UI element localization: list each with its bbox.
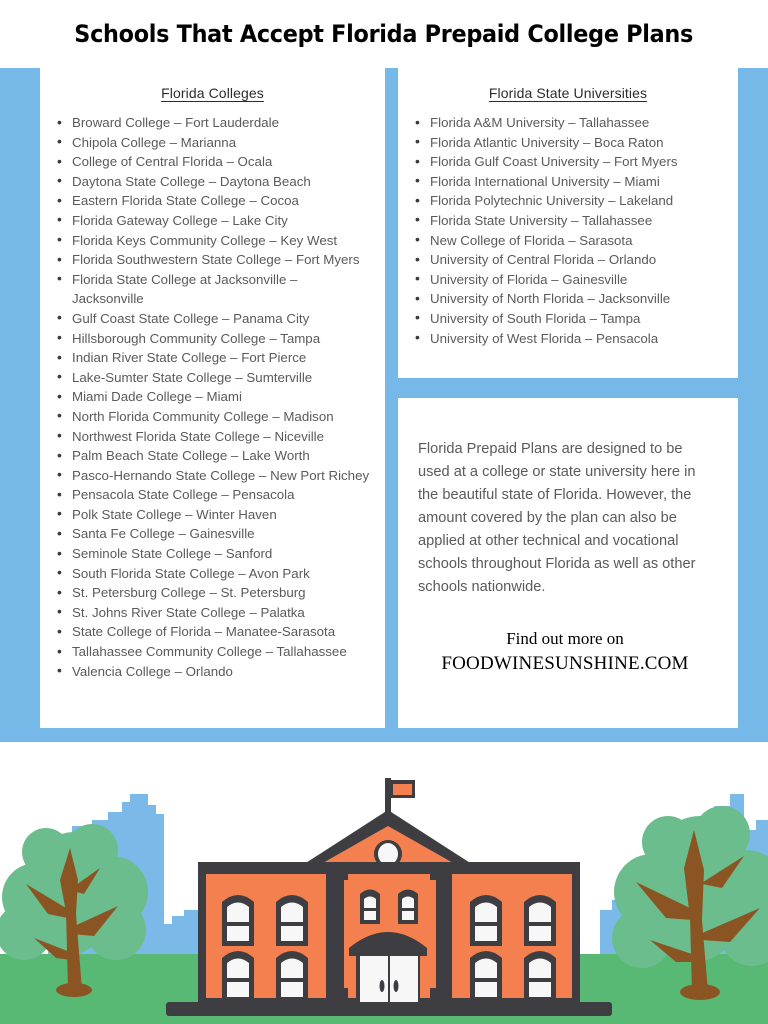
list-item: • University of West Florida – Pensacola	[412, 329, 724, 349]
list-item: • Valencia College – Orlando	[54, 662, 371, 682]
window	[276, 951, 308, 1002]
list-item: • Florida International University – Miami	[412, 172, 724, 192]
window	[470, 951, 502, 1002]
info-paragraph: Florida Prepaid Plans are designed to be used at a college or state university here in the beautiful state of Florida. However, the amount covered by the plan can also be applied at other technical and vocational schools throughout Florida as well as other schools nationwide.	[418, 441, 696, 595]
school-illustration	[0, 742, 768, 1024]
florida-colleges-card	[40, 68, 385, 728]
list-item: • Florida A&M University – Tallahassee	[412, 113, 724, 133]
window	[360, 890, 380, 925]
list-item: • Seminole State College – Sanford	[54, 544, 371, 564]
window	[524, 895, 556, 946]
list-item: • Indian River State College – Fort Pierce	[54, 348, 371, 368]
list-item: • Pasco-Hernando State College – New Port Richey	[54, 466, 371, 486]
florida-colleges-list	[54, 113, 371, 681]
florida-colleges-heading: Florida Colleges	[161, 85, 264, 101]
list-item: • Northwest Florida State College – Niceville	[54, 427, 371, 447]
window	[398, 890, 418, 925]
illustration-svg	[0, 742, 768, 1024]
window	[470, 895, 502, 946]
title-bar	[0, 0, 768, 68]
florida-state-universities-heading: Florida State Universities	[488, 85, 648, 101]
list-item: • Florida Gateway College – Lake City	[54, 211, 371, 231]
list-item: • Daytona State College – Daytona Beach	[54, 172, 371, 192]
cta-website[interactable]: FOODWINESUNSHINE.COM	[441, 653, 689, 674]
window	[524, 951, 556, 1002]
window	[276, 895, 308, 946]
list-item: • St. Petersburg College – St. Petersburg	[54, 583, 371, 603]
list-item: • Polk State College – Winter Haven	[54, 505, 371, 525]
window	[222, 951, 254, 1002]
window	[222, 895, 254, 946]
list-item: • Miami Dade College – Miami	[54, 387, 371, 407]
list-item: • Gulf Coast State College – Panama City	[54, 309, 371, 329]
door-handle-left	[380, 980, 385, 992]
list-item: • St. Johns River State College – Palatka	[54, 603, 371, 623]
list-item: • Tallahassee Community College – Tallahassee	[54, 642, 371, 662]
list-item: • Palm Beach State College – Lake Worth	[54, 446, 371, 466]
column-left	[332, 872, 344, 996]
column-left-capital	[326, 872, 348, 880]
list-item: • Eastern Florida State College – Cocoa	[54, 191, 371, 211]
column-left-base	[326, 988, 348, 998]
list-item: • Florida Southwestern State College – Fort Myers	[54, 250, 371, 270]
list-item: • Pensacola State College – Pensacola	[54, 485, 371, 505]
list-item: • Broward College – Fort Lauderdale	[54, 113, 371, 133]
pediment-window-glass	[378, 843, 398, 865]
list-item: • Florida Atlantic University – Boca Raton	[412, 133, 724, 153]
list-item: • Florida State College at Jacksonville – Jacksonville	[54, 270, 371, 309]
list-item: • University of Central Florida – Orlando	[412, 250, 724, 270]
list-item: • North Florida Community College – Madison	[54, 407, 371, 427]
list-item: • Florida Polytechnic University – Lakeland	[412, 191, 724, 211]
call-to-action	[418, 627, 712, 677]
column-right-capital	[430, 872, 452, 880]
cta-prompt: Find out more on	[506, 629, 624, 648]
list-item: • Florida Gulf Coast University – Fort Myers	[412, 152, 724, 172]
list-item: • Chipola College – Marianna	[54, 133, 371, 153]
list-item: • University of North Florida – Jacksonville	[412, 289, 724, 309]
list-item: • Santa Fe College – Gainesville	[54, 524, 371, 544]
info-card	[398, 398, 738, 728]
list-item: • Lake-Sumter State College – Sumterville	[54, 368, 371, 388]
column-right-base	[430, 988, 452, 998]
list-item: • Hillsborough Community College – Tampa	[54, 329, 371, 349]
list-item: • South Florida State College – Avon Park	[54, 564, 371, 584]
florida-state-universities-list	[412, 113, 724, 348]
list-item: • State College of Florida – Manatee-Sarasota	[54, 622, 371, 642]
list-item: • University of South Florida – Tampa	[412, 309, 724, 329]
building-base	[166, 1002, 612, 1016]
list-item: • Florida Keys Community College – Key West	[54, 231, 371, 251]
list-item: • New College of Florida – Sarasota	[412, 231, 724, 251]
column-right	[436, 872, 448, 996]
list-item: • University of Florida – Gainesville	[412, 270, 724, 290]
florida-state-universities-card	[398, 68, 738, 378]
list-item: • College of Central Florida – Ocala	[54, 152, 371, 172]
door-handle-right	[394, 980, 399, 992]
page-title: Schools That Accept Florida Prepaid College Plans	[74, 20, 694, 48]
list-item: • Florida State University – Tallahassee	[412, 211, 724, 231]
